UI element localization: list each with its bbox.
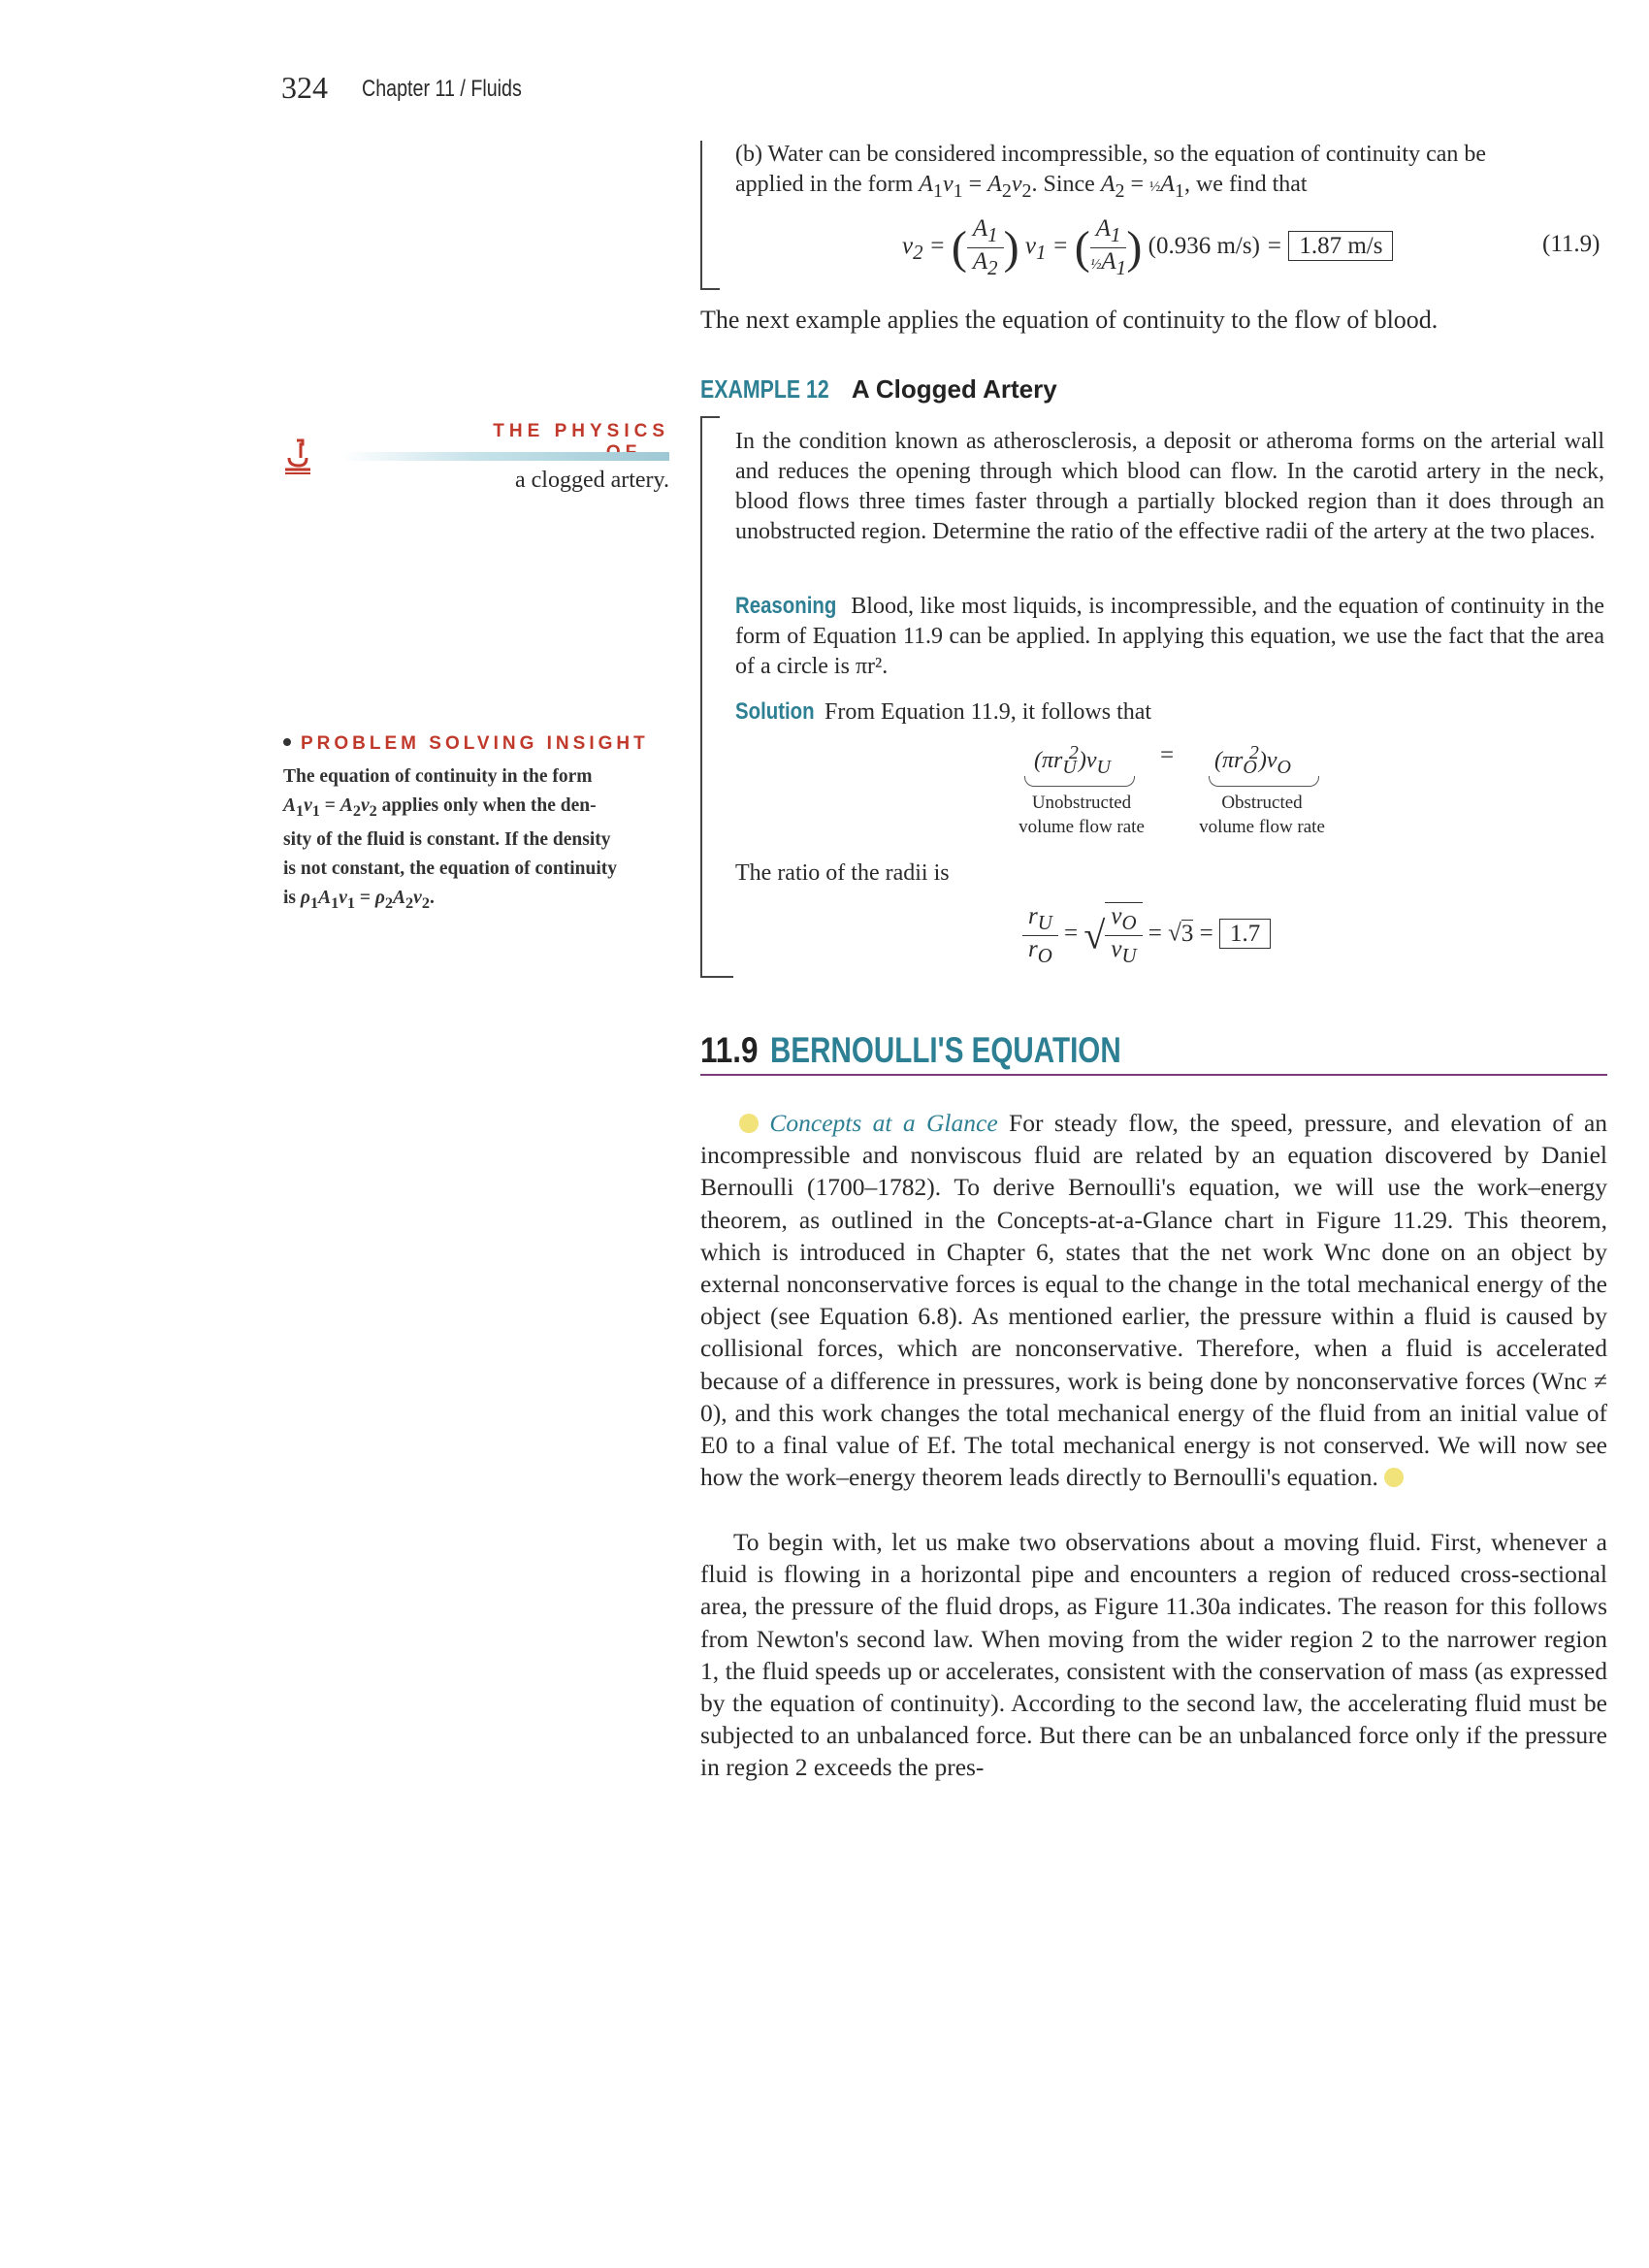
section-rule (700, 1074, 1607, 1076)
insight-body: The equation of continuity in the form $A_1v_1 = A_2v_2$ applies only when the den- sity of the fluid is constant. If the density is not constant, the equation of continuity is $\rho_1A_1v_1 = \rho_2A_2v_2$. (283, 766, 617, 912)
part-b-line2: applied in the form $A_1v_1 = A_2v_2$. Since $A_2$ = $\frac{1}{2}A_1$, we find that (735, 172, 1308, 202)
running-header: Chapter 11 / Fluids (362, 76, 522, 102)
example-heading: EXAMPLE 12 A Clogged Artery (700, 374, 1057, 404)
bullet-dot-icon (283, 738, 291, 746)
section-para2: To begin with, let us make two observations about a moving fluid. First, whenever a fluid is flowing in a horizontal pipe and encounters a region of reduced cross-sectional area, the pressure of the fluid drops, as Figure 11.30a indicates. The reason for this follows from Newton's second law. When moving from the wider region 2 to the narrower region 1, the fluid speeds up or accelerates, consistent with the conservation of mass (as expressed by the equation of continuity). According to the second law, the accelerating fluid must be subjected to an unbalanced force. But there can be an unbalanced force only if the pressure in region 2 exceeds the pres- (700, 1528, 1607, 1782)
physics-of-rule (341, 452, 669, 461)
flow-rate-left: $(\pi r_U^2)v_U$ (1034, 742, 1111, 778)
ratio-text: The ratio of the radii is (735, 860, 950, 886)
section-para1: Concepts at a Glance For steady flow, the speed, pressure, and elevation of an incompressible and nonviscous fluid are related by an equation discovered by Daniel Bernoulli (1700–1782). To derive Bernoulli's equation, we will use the work–energy theorem, as outlined in the Concepts-at-a-Glance chart in Figure 11.29. This theorem, which is introduced in Chapter 6, states that the net work Wnc done on an object by external nonconservative forces is equal to the change in the total mechanical energy of the object (see Equation 6.8). As mentioned earlier, the pressure within a fluid is caused by collisional forces, which are nonconservative. Therefore, when a fluid is accelerated because of a difference in pressures, work is being done by nonconservative forces (Wnc ≠ 0), and this work changes the total mechanical energy of the fluid from an initial value of E0 to a final value of Ef. The total mechanical energy is not conserved. We will now see how the work–energy theorem leads directly to Bernoulli's equation. (700, 1109, 1608, 1492)
physics-of-label: THE PHYSICS (493, 421, 669, 441)
brace-right (1209, 776, 1319, 787)
part-b-line1: (b) Water can be considered incompressible, so the equation of continuity can be (735, 142, 1487, 167)
equation-number: (11.9) (1542, 231, 1600, 257)
microscope-icon (283, 437, 314, 480)
physics-of-topic: a clogged artery. (514, 468, 669, 493)
example-solution: Solution From Equation 11.9, it follows that (735, 698, 1152, 725)
equals-sign: = (1160, 742, 1175, 768)
part-b-bracket (700, 141, 720, 290)
equation-11-9: $v_2$ = ( $\frac{A_1}{A_2}$ ) $v_1$ = ( $\frac{A_1}{\frac{1}{2}A_1}$ ) (0.936 m/s) = 1.87 m/s (902, 215, 1393, 280)
page-number: 324 (281, 70, 328, 105)
obstructed-label: Obstructed volume flow rate (1199, 793, 1325, 837)
example-bracket (700, 426, 733, 978)
yellow-dot-icon (739, 1114, 759, 1133)
ratio-result-box: 1.7 (1219, 919, 1271, 949)
example-reasoning: Reasoning Blood, like most liquids, is incompressible, and the equation of continuity in the form of Equation 11.9 can be applied. In applying this equation, we use the fact that the area of a circle is πr². (735, 593, 1604, 679)
unobstructed-label: Unobstructed volume flow rate (1018, 793, 1145, 837)
yellow-dot-icon (1384, 1468, 1404, 1487)
result-box: 1.87 m/s (1288, 231, 1393, 261)
ratio-equation: $\frac{r_U}{r_O}$ = √ $\frac{v_O}{v_U}$ = √3 = 1.7 (1022, 902, 1271, 968)
brace-left (1024, 776, 1135, 787)
example-problem: In the condition known as atherosclerosis, a deposit or atheroma forms on the arterial wall and reduces the opening through which blood can flow. In the carotid artery in the neck, blood flows three times faster through a partially blocked region than it does through an unobstructed region. Determine the ratio of the effective radii of the artery at the two places. (735, 429, 1604, 544)
flow-rate-right: $(\pi r_O^2)v_O$ (1214, 742, 1291, 778)
intro-next-example: The next example applies the equation of continuity to the flow of blood. (700, 306, 1439, 334)
section-heading: 11.9 BERNOULLI'S EQUATION (700, 1030, 1121, 1070)
insight-heading: PROBLEM SOLVING INSIGHT (283, 733, 649, 755)
